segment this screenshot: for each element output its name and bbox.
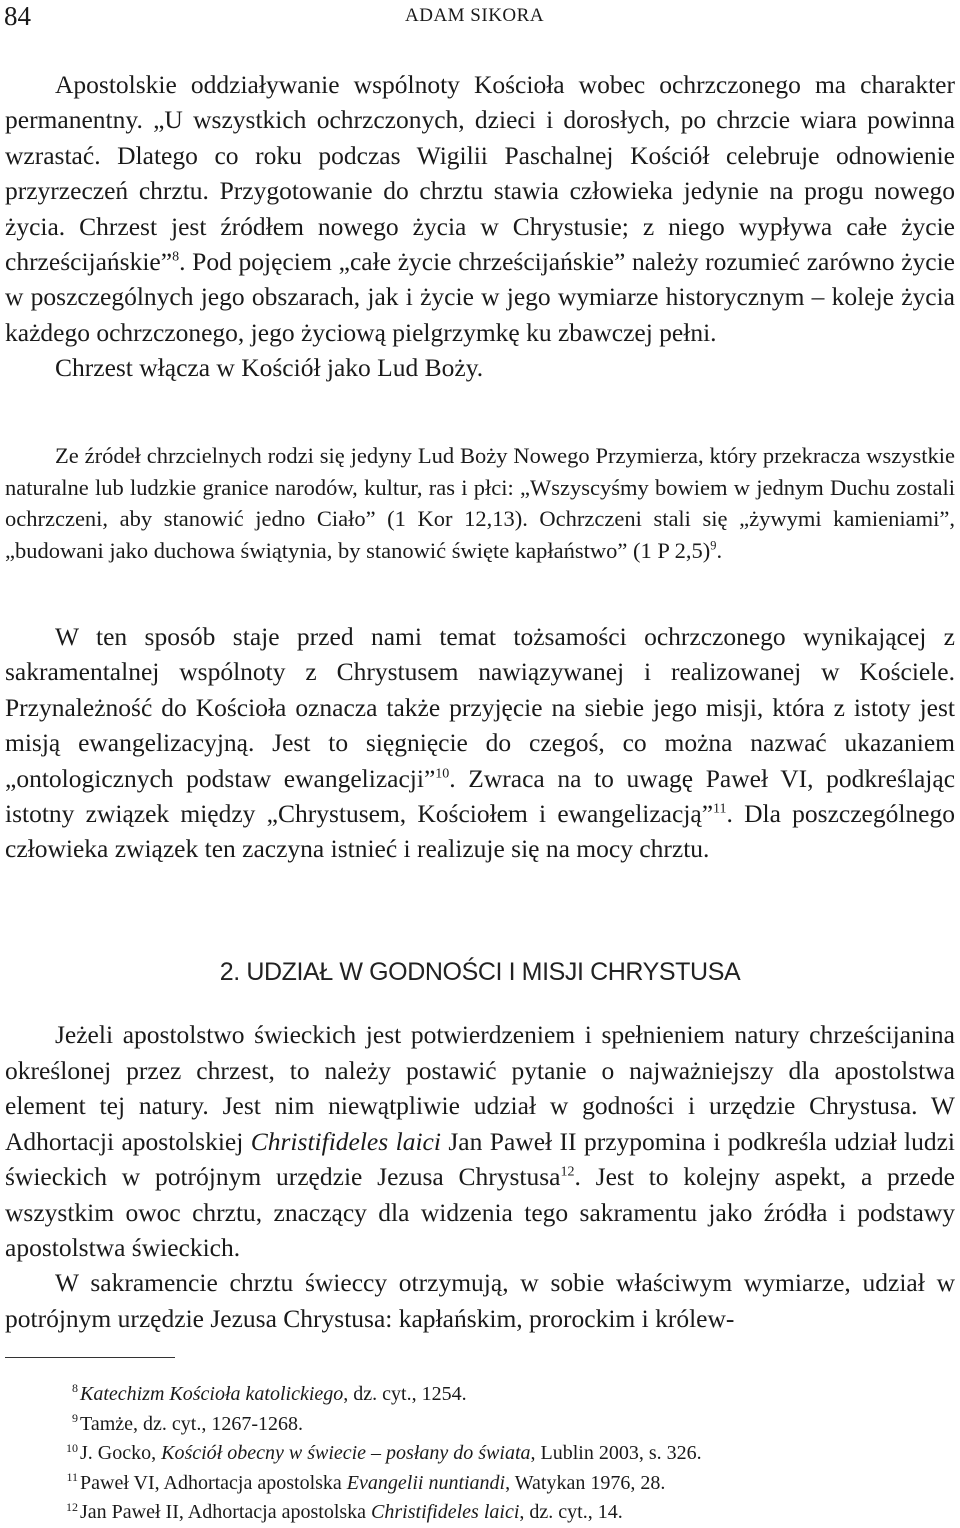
paragraph-5: [5, 1265, 955, 1336]
footnote-ref-10[interactable]: 10: [435, 766, 450, 782]
paragraph-1-continued: . Pod pojęciem „całe życie chrześcijańskie” należy rozumieć zarówno życie w poszczególnych jego obszarach, jak i życie w jego wymiarze historycznym – koleje życia każdego ochrzczonego, jego życiową pielgrzymkę ku zbawczej pełni.: [5, 247, 955, 347]
footnote-item: 10 J. Gocko, Kościół obecny w świecie – posłany do świata, Lublin 2003, s. 326.: [66, 1440, 702, 1465]
paragraph-4-text-b: Jan Paweł II przypomina i podkreśla udział ludzi świeckich w potrójnym urzędzie Jezusa Chrystusa: [5, 1126, 956, 1191]
section-heading: 2. UDZIAŁ W GODNOŚCI I MISJI CHRYSTUSA: [219, 958, 741, 986]
paragraph-1-last-line: Chrzest włącza w Kościół jako Lud Boży.: [55, 353, 484, 383]
paragraph-5-text: W sakramencie chrztu świeccy otrzymują, w sobie właściwym wymiarze, udział w potrójnym urzędzie Jezusa Chrystusa: kapłańskim, prorockim i królew-: [5, 1268, 955, 1333]
paragraph-4: [5, 1017, 955, 1266]
footnote-item: 11 Paweł VI, Adhortacja apostolska Evangelii nuntiandi, Watykan 1976, 28.: [66, 1470, 666, 1494]
paragraph-2-end: .: [716, 538, 723, 564]
footnote-ref-8[interactable]: 8: [172, 249, 180, 265]
footnote-ref-11[interactable]: 11: [713, 801, 727, 817]
paragraph-3: [5, 619, 955, 867]
footnote-text: Tamże, dz. cyt., 1267-1268.: [80, 1412, 303, 1435]
footnote-item: 9 Tamże, dz. cyt., 1267-1268.: [72, 1410, 303, 1435]
footnote-ref-12[interactable]: 12: [560, 1164, 575, 1180]
paragraph-3-text-a: W ten sposób staje przed nami temat tożsamości ochrzczonego wynikającej z sakramentalnej wspólnoty z Chrystusem nawiązywanej i realizowanej w Kościele. Przynależność do Kościoła oznacza także przyjęcie na siebie jego misji, która z istoty jest misją ewangelizacyjną. Jest to sięgnięcie do czegoś, co można nazwać ukazaniem „ontologicznych podstaw ewangelizacji”: [5, 622, 955, 793]
footnote-text: , Watykan 1976, 28.: [505, 1471, 666, 1494]
footnote-text: J. Gocko,: [80, 1442, 162, 1465]
page-header: [0, 0, 960, 40]
paragraph-1: [5, 67, 955, 386]
paragraph-4-italic-title: Christifideles laici: [250, 1126, 441, 1156]
footnote-divider: [5, 1357, 175, 1358]
footnote-text: , dz. cyt., 1254.: [343, 1383, 467, 1405]
footnote-item: 12 Jan Paweł II, Adhortacja apostolska Christifideles laici, dz. cyt., 14.: [66, 1499, 623, 1524]
footnotes-list: [50, 1380, 930, 1528]
footnote-text: Paweł VI, Adhortacja apostolska: [80, 1471, 347, 1494]
footnote-item: 8 Katechizm Kościoła katolickiego, dz. cyt., 1254.: [72, 1381, 467, 1405]
footnote-italic: Kościół obecny w świecie – posłany do świata: [161, 1442, 531, 1465]
footnote-text: Jan Paweł II, Adhortacja apostolska: [80, 1501, 372, 1524]
paragraph-2: [5, 440, 955, 567]
paragraph-3-text-b: . Zwraca na to uwagę Paweł VI, podkreślając istotny związek między „Chrystusem, Kościołem i ewangelizacją”: [5, 763, 956, 829]
paragraph-2-text: Ze źródeł chrzcielnych rodzi się jedyny Lud Boży Nowego Przymierza, który przekracza wszystkie naturalne lub ludzkie granice narodów, kultur, ras i płci: „Wszyscyśmy bowiem w jednym Duchu zostali ochrzczeni, aby stanowić jedno Ciało” (1 Kor 12,13). Ochrzczeni stali się „żywymi kamieniami”, „budowani jako duchowa świątynia, by stanowić święte kapłaństwo” (1 P 2,5): [5, 443, 955, 564]
paragraph-4-text-a: Jeżeli apostolstwo świeckich jest potwierdzeniem i spełnieniem natury chrześcijanina określonej przez chrzest, to należy postawić pytanie o najważniejszy dla apostolstwa element tej natury. Jest nim niewątpliwie udział w godności i urzędzie Chrystusa. W Adhortacji apostolskiej: [5, 1020, 955, 1156]
paragraph-1-text: Apostolskie oddziaływanie wspólnoty Kościoła wobec ochrzczonego ma charakter permanentny. „U wszystkich ochrzczonych, dzieci i dorosłych, po chrzcie wiara powinna wzrastać. Dlatego co roku podczas Wigilii Paschalnej Kościół celebruje odnowienie przyrzeczeń chrztu. Przygotowanie do chrztu stawia człowieka jedynie na progu nowego życia. Chrzest jest źródłem nowego życia w Chrystusie; z niego wypływa całe życie chrześcijańskie”: [5, 70, 955, 277]
page-number: 84: [4, 1, 31, 31]
footnote-italic: Evangelii nuntiandi: [346, 1471, 506, 1494]
footnote-italic: Christifideles laici: [371, 1501, 520, 1524]
footnote-text: , dz. cyt., 14.: [519, 1501, 623, 1524]
paragraph-3-text-c: . Dla poszczególnego człowieka związek ten zaczyna istnieć i realizuje się na mocy chrztu.: [5, 799, 955, 864]
footnote-ref-9[interactable]: 9: [710, 538, 717, 553]
footnote-text: , Lublin 2003, s. 326.: [530, 1442, 702, 1465]
paragraph-4-text-c: . Jest to kolejny aspekt, a przede wszystkim owoc chrztu, znaczący dla widzenia tego sakramentu jako źródła i podstawy apostolstwa świeckich.: [5, 1162, 956, 1262]
footnote-italic: Katechizm Kościoła katolickiego: [80, 1383, 344, 1405]
running-head: ADAM SIKORA: [405, 5, 545, 26]
